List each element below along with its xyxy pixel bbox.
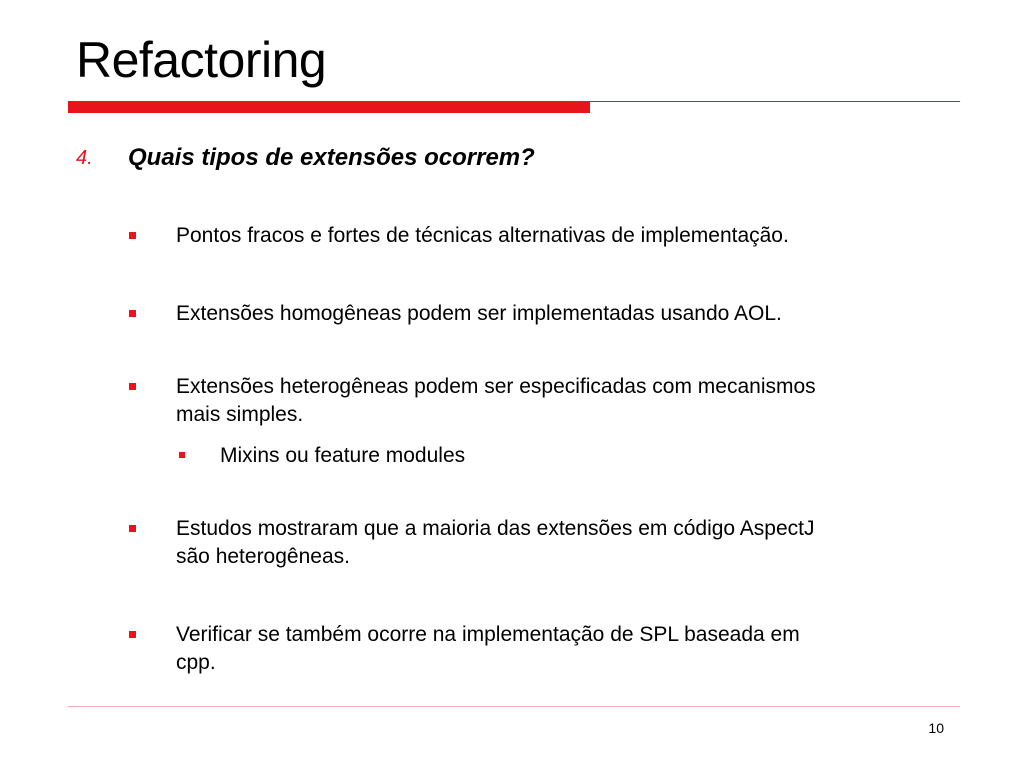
- bullet-item-4: [176, 515, 815, 571]
- bullet-item-3-line-1: Extensões heterogêneas podem ser especificadas com mecanismos: [176, 375, 816, 398]
- slide-title: Refactoring: [76, 32, 327, 88]
- red-square-bullet-icon: [129, 232, 136, 239]
- bullet-item-3-line-2: mais simples.: [176, 403, 304, 426]
- bullet-item-4-line-2: são heterogêneas.: [176, 545, 350, 568]
- question-number: 4.: [76, 147, 93, 169]
- title-underline-thick: [68, 101, 590, 113]
- red-square-bullet-icon: [129, 310, 136, 317]
- question-text: Quais tipos de extensões ocorrem?: [128, 144, 535, 171]
- red-square-subbullet-icon: [179, 452, 185, 458]
- red-square-bullet-icon: [129, 525, 136, 532]
- title-underline-thin: [590, 101, 960, 102]
- bullet-item-3: [176, 373, 816, 429]
- red-square-bullet-icon: [129, 631, 136, 638]
- bullet-item-2: [176, 300, 782, 328]
- bullet-item-5: [176, 621, 800, 677]
- bullet-item-4-line-1: Estudos mostraram que a maioria das extensões em código AspectJ: [176, 517, 815, 540]
- sub-bullet-item-1: Mixins ou feature modules: [220, 444, 466, 467]
- footer-divider: [68, 706, 960, 707]
- bullet-item-1-line-1: Pontos fracos e fortes de técnicas alternativas de implementação.: [176, 224, 789, 247]
- page-number: 10: [928, 720, 944, 736]
- bullet-item-5-line-2: cpp.: [176, 651, 216, 674]
- red-square-bullet-icon: [129, 383, 136, 390]
- bullet-item-2-line-1: Extensões homogêneas podem ser implementadas usando AOL.: [176, 302, 782, 325]
- bullet-item-5-line-1: Verificar se também ocorre na implementação de SPL baseada em: [176, 623, 800, 646]
- bullet-item-1: [176, 222, 789, 250]
